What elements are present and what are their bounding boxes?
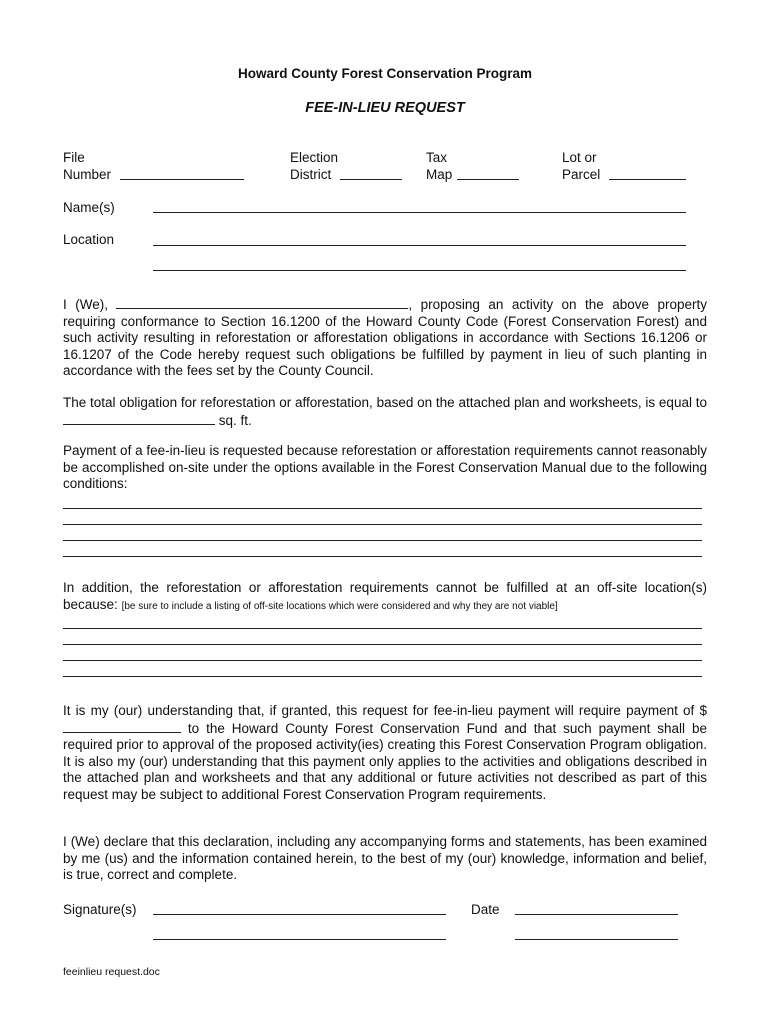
location-field-line-1[interactable] bbox=[153, 245, 686, 246]
paragraph-request bbox=[63, 296, 707, 380]
p4-text: In addition, the reforestation or afforestation requirements cannot be fulfilled at an off-site location(s) because: bbox=[63, 580, 707, 612]
applicant-name-field[interactable] bbox=[116, 296, 408, 309]
paragraph-declaration: I (We) declare that this declaration, including any accompanying forms and statements, has been examined by me (us) and the information contained herein, to the best of my (our) knowledge, information and belief, is true, correct and complete. bbox=[63, 834, 707, 882]
election-district-field[interactable] bbox=[340, 179, 402, 180]
conditions-line-1[interactable] bbox=[63, 508, 702, 509]
footer-filename: feeinlieu request.doc bbox=[63, 966, 160, 978]
offsite-line-1[interactable] bbox=[63, 628, 702, 629]
file-label-2: Number bbox=[63, 167, 112, 182]
paragraph-conditions: Payment of a fee-in-lieu is requested because reforestation or afforestation requirements cannot reasonably be accomplished on-site under the options available in the Forest Conservation Manual due to the following conditions: bbox=[63, 443, 707, 491]
file-number-field[interactable] bbox=[120, 179, 244, 180]
date-line-2[interactable] bbox=[515, 939, 678, 940]
lot-label-1: Lot or bbox=[562, 150, 597, 165]
location-label: Location bbox=[63, 232, 115, 247]
paragraph-offsite bbox=[63, 580, 707, 615]
p5-start: It is my (our) understanding that, if granted, this request for fee-in-lieu payment will require payment of $ bbox=[63, 703, 707, 718]
paragraph-obligation bbox=[63, 395, 707, 429]
p2-start: The total obligation for reforestation or afforestation, based on the attached plan and worksheets, is equal to bbox=[63, 395, 707, 410]
offsite-line-4[interactable] bbox=[63, 676, 702, 677]
lot-parcel-field[interactable] bbox=[609, 179, 686, 180]
square-feet-field[interactable] bbox=[63, 412, 215, 425]
election-label-1: Election bbox=[290, 150, 339, 165]
tax-map-field[interactable] bbox=[457, 179, 519, 180]
signature-label: Signature(s) bbox=[63, 902, 137, 917]
form-title: FEE-IN-LIEU REQUEST bbox=[305, 100, 465, 116]
p2-end: sq. ft. bbox=[218, 412, 252, 428]
names-field[interactable] bbox=[153, 212, 686, 213]
program-title: Howard County Forest Conservation Program bbox=[237, 66, 533, 81]
p1-rest: , proposing an activity on the above property requiring conformance to Section 16.1200 of the Howard County Code (Forest Conservation Forest) and such activity resulting in reforestation or afforestation obligations in accordance with Sections 16.1206 or 16.1207 of the Code hereby request such obligations be fulfilled by payment in lieu of such planting in accordance with the fees set by the County Council. bbox=[63, 297, 707, 378]
offsite-line-3[interactable] bbox=[63, 660, 702, 661]
date-line-1[interactable] bbox=[515, 914, 678, 915]
signature-line-1[interactable] bbox=[153, 914, 446, 915]
election-label-2: District bbox=[290, 167, 332, 182]
lot-label-2: Parcel bbox=[562, 167, 601, 182]
names-label: Name(s) bbox=[63, 200, 115, 215]
paragraph-payment bbox=[63, 703, 707, 803]
conditions-line-3[interactable] bbox=[63, 540, 702, 541]
p1-start: I (We), bbox=[63, 297, 108, 312]
tax-label-1: Tax bbox=[426, 150, 448, 165]
p4-note: [be sure to include a listing of off-site locations which were considered and why they are not viable] bbox=[121, 600, 558, 612]
offsite-line-2[interactable] bbox=[63, 644, 702, 645]
p5-rest: to the Howard County Forest Conservation Fund and that such payment shall be required prior to approval of the proposed activity(ies) creating this Forest Conservation Program obligation. It is also my (our) understanding that this payment only applies to the activities and obligations described in the attached plan and worksheets and that any additional or future activities not described as part of this request may be subject to additional Forest Conservation Program requirements. bbox=[63, 720, 707, 802]
conditions-line-2[interactable] bbox=[63, 524, 702, 525]
payment-amount-field[interactable] bbox=[63, 720, 181, 733]
date-label: Date bbox=[471, 902, 500, 917]
location-field-line-2[interactable] bbox=[153, 270, 686, 271]
signature-line-2[interactable] bbox=[153, 939, 446, 940]
tax-label-2: Map bbox=[426, 167, 453, 182]
conditions-line-4[interactable] bbox=[63, 556, 702, 557]
file-label-1: File bbox=[63, 150, 85, 165]
